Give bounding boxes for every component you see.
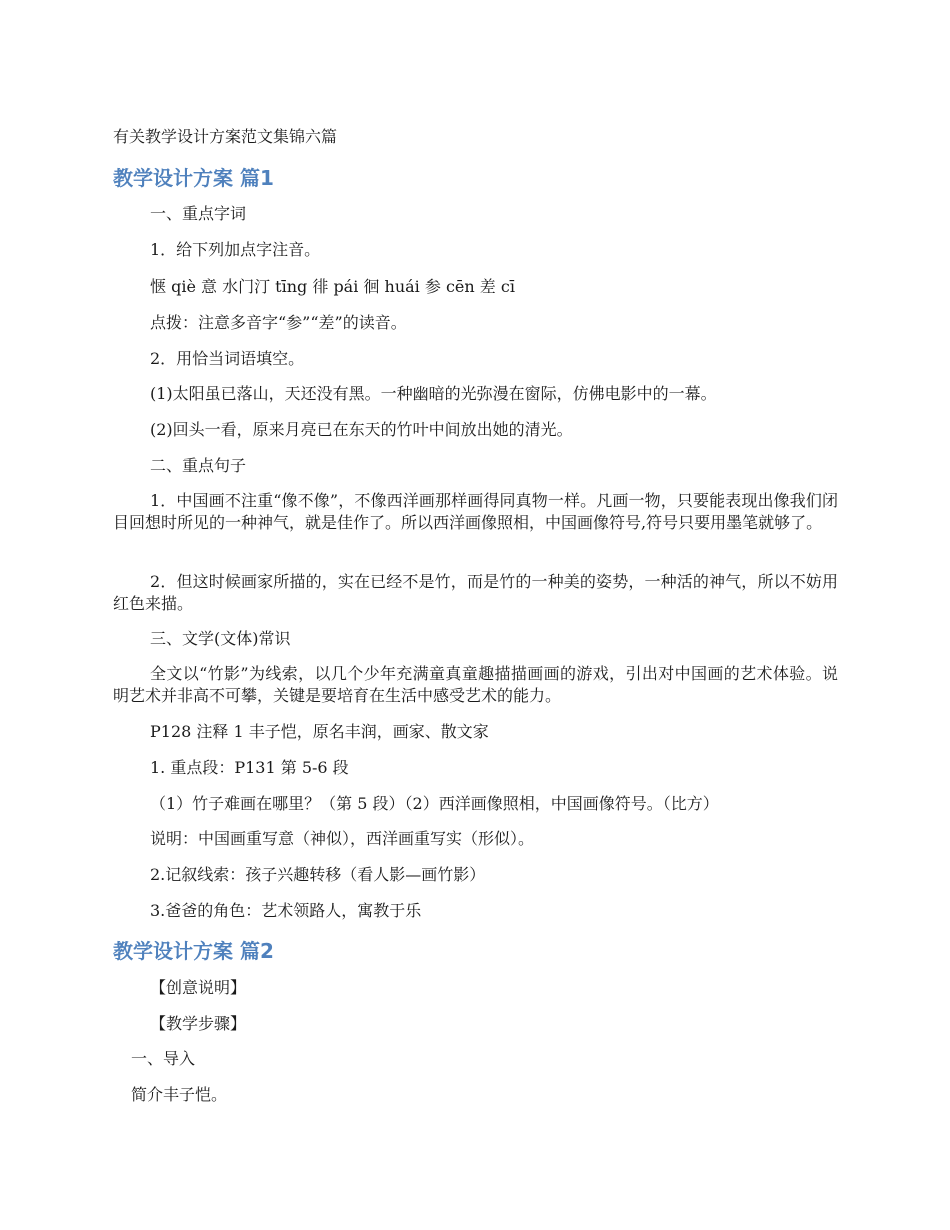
paragraph: 3.爸爸的角色：艺术领路人，寓教于乐 — [150, 901, 422, 920]
paragraph: (1)太阳虽已落山，天还没有黑。一种幽暗的光弥漫在窗际，仿佛电影中的一幕。 — [150, 384, 717, 403]
paragraph: 惬 qiè 意 水门汀 tīng 徘 pái 徊 huái 参 cēn 差 cī — [150, 277, 515, 296]
paragraph: (2)回头一看，原来月亮已在东天的竹叶中间放出她的清光。 — [150, 420, 573, 439]
section-heading-1: 教学设计方案 篇1 — [113, 166, 274, 190]
document-title: 有关教学设计方案范文集锦六篇 — [113, 127, 338, 146]
paragraph: 简介丰子恺。 — [131, 1085, 228, 1104]
paragraph: 1. 重点段：P131 第 5-6 段 — [150, 758, 349, 777]
paragraph: 【创意说明】 — [150, 978, 247, 997]
paragraph: 一、导入 — [131, 1049, 196, 1068]
paragraph: 三、文学(文体)常识 — [150, 629, 291, 648]
paragraph: （1）竹子难画在哪里？（第 5 段）（2）西洋画像照相，中国画像符号。（比方） — [150, 794, 719, 813]
paragraph: P128 注释 1 丰子恺，原名丰润，画家、散文家 — [150, 722, 489, 741]
paragraph: 一、重点字词 — [150, 204, 247, 223]
paragraph: 2.记叙线索：孩子兴趣转移（看人影—画竹影） — [150, 865, 486, 884]
paragraph: 【教学步骤】 — [150, 1014, 247, 1033]
paragraph: 二、重点句子 — [150, 456, 247, 475]
paragraph: 2．用恰当词语填空。 — [150, 349, 305, 368]
paragraph: 点拨：注意多音字“参”“差”的读音。 — [150, 313, 407, 332]
paragraph: 说明：中国画重写意（神似），西洋画重写实（形似）。 — [150, 829, 535, 848]
paragraph: 2．但这时候画家所描的，实在已经不是竹，而是竹的一种美的姿势，一种活的神气，所以不妨用红色来描。 — [113, 572, 838, 613]
paragraph: 1．中国画不注重“像不像”，不像西洋画那样画得同真物一样。凡画一物，只要能表现出像我们闭目回想时所见的一种神气，就是佳作了。所以西洋画像照相，中国画像符号,符号只要用墨笔就够了。 — [113, 491, 838, 532]
section-heading-2: 教学设计方案 篇2 — [113, 939, 274, 963]
paragraph: 全文以“竹影”为线索，以几个少年充满童真童趣描描画画的游戏，引出对中国画的艺术体验。说明艺术并非高不可攀，关键是要培育在生活中感受艺术的能力。 — [113, 664, 838, 705]
paragraph: 1．给下列加点字注音。 — [150, 240, 321, 259]
